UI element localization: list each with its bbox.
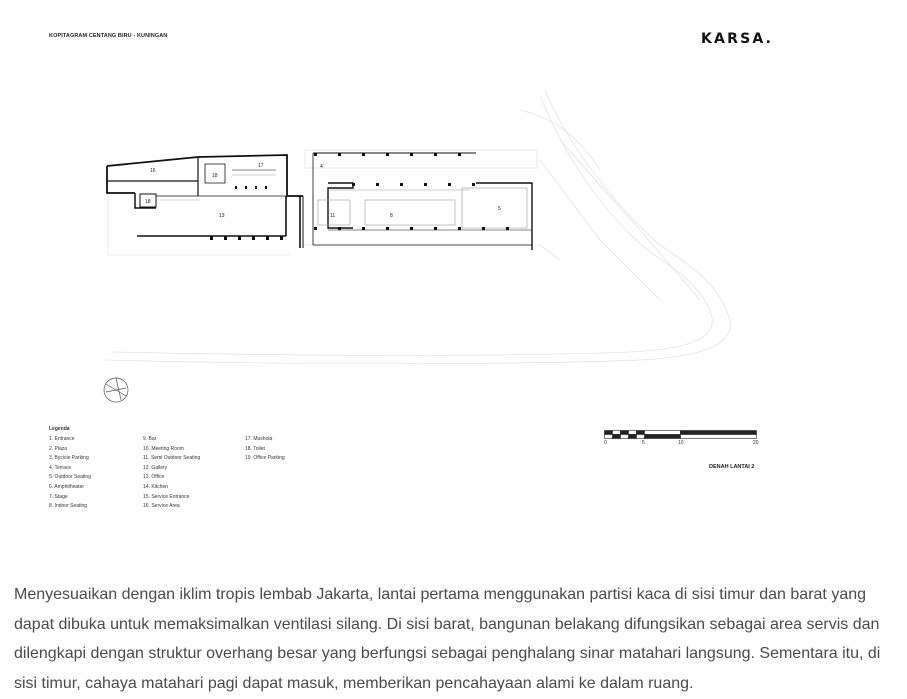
north-arrow-icon [104, 378, 128, 402]
project-title: KOPITAGRAM CENTANG BIRU - KUNINGAN [49, 33, 168, 39]
legend-item: 6. Amphitheater [49, 483, 85, 490]
legend-column [143, 435, 200, 512]
site-context [104, 90, 730, 364]
legend-item: 13. Office [143, 474, 165, 481]
legend-item: 12. Gallery [143, 464, 168, 471]
legend-item: 4. Terrace [49, 464, 72, 471]
room-label: 11 [330, 213, 336, 219]
scale-tick: 0 [604, 440, 607, 446]
floor-plan-title: DENAH LANTAI 2 [709, 464, 755, 470]
legend-item: 5. Outdoor Seating [49, 474, 91, 481]
legend-item: 3. Bycicle Parking [49, 455, 89, 462]
legend-item: 2. Plaza [49, 445, 68, 452]
room-label: 18 [212, 173, 218, 179]
legend-title: Legenda [49, 426, 70, 432]
karsa-logo: KARSA. [701, 31, 774, 47]
room-label: 16 [150, 168, 156, 174]
legend-item: 7. Stage [49, 493, 68, 500]
legend-item: 8. Indoor Seating [49, 503, 88, 510]
legend-item: 9. Bar [143, 436, 157, 442]
room-label: 5 [498, 206, 501, 212]
legend-item: 17. Mushola [245, 436, 273, 442]
room-label: 17 [258, 163, 264, 169]
scale-tick: 20 [753, 440, 759, 446]
legend-item: 11. Semi Outdoor Seating [143, 455, 201, 462]
room-label: 18 [145, 199, 151, 205]
room-label: 4 [320, 164, 323, 170]
legend-column [245, 435, 285, 464]
plan-legend [49, 425, 285, 510]
scale-bar [604, 430, 758, 440]
legend-item: 19. Office Parking [245, 455, 285, 462]
legend-item: 14. Kitchen [143, 483, 169, 490]
legend-item: 18. Toilet [245, 445, 265, 452]
article-paragraph: Menyesuaikan dengan iklim tropis lembab Jakarta, lantai pertama menggunakan partisi kaca di sisi timur dan barat yang dapat dibuka untuk memaksimalkan ventilasi silang. Di sisi barat, bangunan belakang difungsikan sebagai area servis dan dilengkapi dengan struktur overhang besar yang berfungsi sebagai penghalang sinar matahari langsung. Sementara itu, di sisi timur, cahaya matahari pagi dapat masuk, memberikan pencahayaan alami ke dalam ruang. [14, 586, 881, 692]
scale-tick: 5 [642, 440, 645, 446]
room-label: 13 [219, 213, 225, 219]
legend-column [49, 435, 91, 512]
scale-tick: 10 [678, 440, 684, 446]
legend-item: 1. Entrance [49, 436, 75, 442]
legend-item: 16. Service Area [143, 503, 180, 510]
structural-columns [210, 153, 509, 240]
legend-item: 15. Service Entrance [143, 493, 190, 500]
room-label: 8 [390, 213, 393, 219]
legend-item: 10. Meeting Room [143, 445, 184, 452]
